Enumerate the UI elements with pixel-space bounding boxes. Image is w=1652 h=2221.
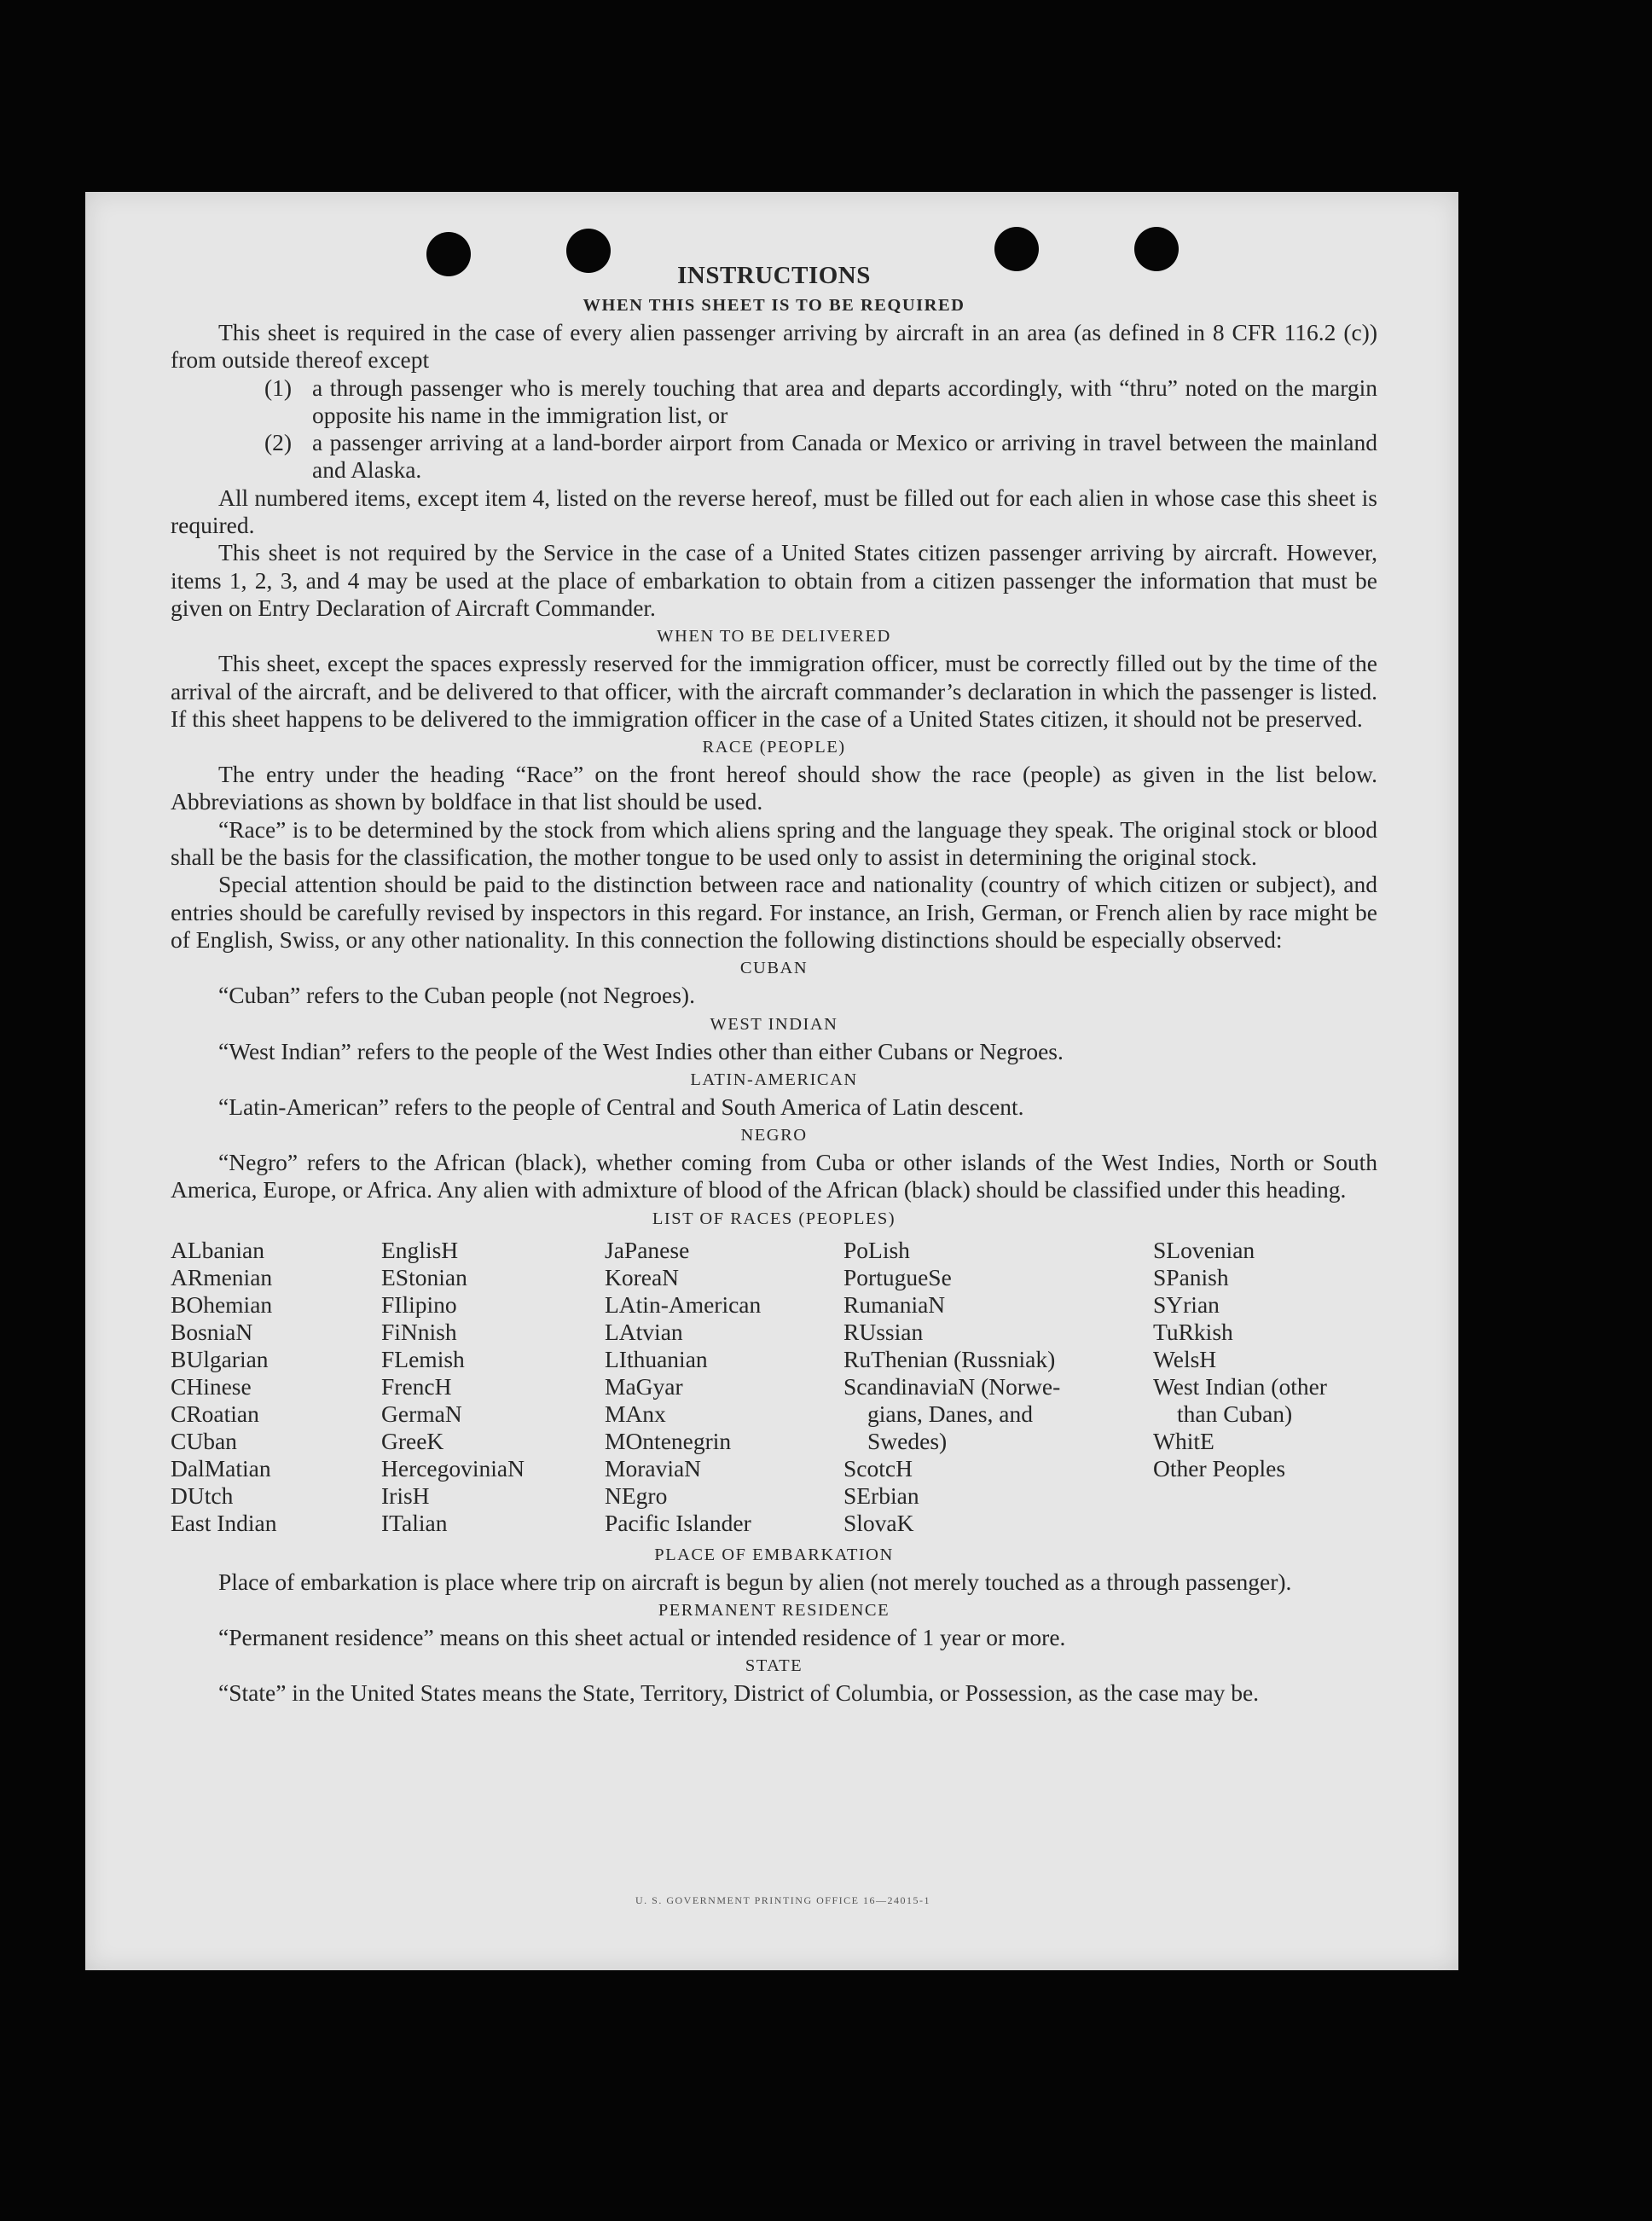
race-list (171, 1237, 1377, 1537)
race-entry: LAtin-American (605, 1290, 762, 1318)
section-heading: PLACE OF EMBARKATION (654, 1545, 894, 1564)
item-number: (1) (264, 374, 293, 401)
section-heading: LIST OF RACES (PEOPLES) (652, 1209, 896, 1228)
race-entry: PoLish (843, 1236, 910, 1263)
paragraph: “Cuban” refers to the Cuban people (not Negroes). (218, 982, 695, 1009)
section-heading: WHEN THIS SHEET IS TO BE REQUIRED (583, 296, 965, 315)
race-entry: FiNnish (381, 1318, 457, 1345)
race-entry: East Indian (171, 1509, 277, 1536)
section-heading: WEST INDIAN (710, 1014, 838, 1034)
race-entry: BOhemian (171, 1290, 273, 1318)
race-entry: FrencH (381, 1372, 452, 1400)
race-entry: TuRkish (1153, 1318, 1233, 1345)
page-title: INSTRUCTIONS (677, 262, 871, 289)
race-column (843, 1237, 1153, 1537)
paragraph: All numbered items, except item 4, listed on the reverse hereof, must be filled out for each alien in whose case this sheet is required. (171, 484, 1377, 539)
race-entry: MaGyar (605, 1372, 683, 1400)
race-entry: JaPanese (605, 1236, 690, 1263)
race-entry: MOntenegrin (605, 1427, 732, 1454)
list-item (264, 374, 1377, 430)
race-entry: ARmenian (171, 1263, 273, 1290)
instructions-text (171, 260, 1377, 1708)
item-text: a through passenger who is merely touching that area and departs accordingly, with “thru” noted on the margin opposite his name in the immigration list, or (312, 374, 1377, 428)
paragraph: This sheet is not required by the Service in the case of a United States citizen passenger arriving by aircraft. However, items 1, 2, 3, and 4 may be used at the place of embarkation to obtain from a citizen passenger the information that must be given on Entry Declaration of Aircraft Commander. (171, 539, 1377, 621)
race-entry: CRoatian (171, 1400, 259, 1427)
race-entry: RuThenian (Russniak) (843, 1345, 1056, 1372)
race-entry: SErbian (843, 1482, 919, 1509)
section-heading: STATE (745, 1656, 803, 1676)
paragraph: The entry under the heading “Race” on the front hereof should show the race (people) as given in the list below. Abbreviations as shown by boldface in that list should be used. (171, 761, 1377, 815)
section-heading: RACE (PEOPLE) (702, 738, 846, 757)
race-column (381, 1237, 605, 1537)
race-entry: BosniaN (171, 1318, 253, 1345)
race-entry: NEgro (605, 1482, 668, 1509)
paragraph: “Permanent residence” means on this sheet actual or intended residence of 1 year or more. (218, 1624, 1066, 1651)
race-entry: WelsH (1153, 1345, 1217, 1372)
race-entry: FLemish (381, 1345, 465, 1372)
paragraph: “West Indian” refers to the people of the West Indies other than either Cubans or Negroes. (218, 1037, 1064, 1064)
race-entry: West Indian (other (1153, 1372, 1327, 1400)
section-heading: PERMANENT RESIDENCE (658, 1601, 890, 1621)
race-entry: HercegoviniaN (381, 1454, 525, 1482)
race-entry: LIthuanian (605, 1345, 708, 1372)
list-item (264, 429, 1377, 484)
race-entry: Other Peoples (1153, 1454, 1286, 1482)
race-entry: RUssian (843, 1318, 924, 1345)
race-entry: Swedes) (867, 1427, 948, 1454)
section-heading: LATIN-AMERICAN (690, 1070, 858, 1089)
race-entry: EStonian (381, 1263, 467, 1290)
section-heading: WHEN TO BE DELIVERED (657, 627, 891, 647)
race-entry: FIlipino (381, 1290, 457, 1318)
paragraph: Special attention should be paid to the distinction between race and nationality (country of which citizen or subject), and entries should be carefully revised by inspectors in this regard. For instance, an Irish, German, or French alien by race might be of English, Swiss, or any other nationality. In this connection the following distinctions should be especially observed: (171, 871, 1377, 953)
race-column (171, 1237, 381, 1537)
race-entry: BUlgarian (171, 1345, 269, 1372)
race-entry: ScandinaviaN (Norwe- (843, 1372, 1061, 1400)
race-entry: SLovenian (1153, 1236, 1255, 1263)
race-entry: MoraviaN (605, 1454, 702, 1482)
section-heading: CUBAN (739, 959, 809, 978)
race-entry: CHinese (171, 1372, 252, 1400)
race-entry: CUban (171, 1427, 237, 1454)
race-entry: RumaniaN (843, 1290, 946, 1318)
race-entry: SYrian (1153, 1290, 1220, 1318)
race-entry: MAnx (605, 1400, 666, 1427)
item-text: a passenger arriving at a land-border airport from Canada or Mexico or arriving in travel between the mainland and Alaska. (312, 429, 1377, 484)
race-column (605, 1237, 843, 1537)
race-entry: GreeK (381, 1427, 444, 1454)
paragraph: This sheet, except the spaces expressly reserved for the immigration officer, must be correctly filled out by the time of the arrival of the aircraft, and be delivered to that officer, with the aircraft commander’s declaration in which the passenger is listed. If this sheet happens to be delivered to the immigration officer in the case of a United States citizen, it should not be preserved. (171, 650, 1377, 732)
section-heading: NEGRO (740, 1126, 808, 1145)
race-column (1153, 1237, 1377, 1537)
race-entry: gians, Danes, and (867, 1400, 1033, 1427)
race-entry: SlovaK (843, 1509, 914, 1536)
race-entry: EnglisH (381, 1236, 459, 1263)
race-entry: DUtch (171, 1482, 234, 1509)
race-entry: IrisH (381, 1482, 430, 1509)
paragraph: “Race” is to be determined by the stock from which aliens spring and the language they speak. The original stock or blood shall be the basis for the classification, the mother tongue to be used only to assist in determining the original stock. (171, 815, 1377, 871)
race-entry: WhitE (1153, 1427, 1214, 1454)
paragraph: This sheet is required in the case of every alien passenger arriving by aircraft in an area (as defined in 8 CFR 116.2 (c)) from outside thereof except (171, 319, 1377, 374)
race-entry: GermaN (381, 1400, 462, 1427)
race-entry: LAtvian (605, 1318, 683, 1345)
race-entry: ALbanian (171, 1236, 264, 1263)
race-entry: ITalian (381, 1509, 448, 1536)
race-entry: Pacific Islander (605, 1509, 751, 1536)
item-number: (2) (264, 429, 293, 456)
race-entry: KoreaN (605, 1263, 680, 1290)
race-entry: SPanish (1153, 1263, 1229, 1290)
race-entry: ScotcH (843, 1454, 913, 1482)
paragraph: Place of embarkation is place where trip on aircraft is begun by alien (not merely touched as a through passenger). (218, 1568, 1292, 1595)
race-entry: than Cuban) (1177, 1400, 1293, 1427)
paragraph: “Negro” refers to the African (black), whether coming from Cuba or other islands of the West Indies, North or South America, Europe, or Africa. Any alien with admixture of blood of the African (black) should be classified under this heading. (171, 1149, 1377, 1203)
paragraph: “State” in the United States means the State, Territory, District of Columbia, or Possession, as the case may be. (218, 1679, 1260, 1707)
race-entry: PortugueSe (843, 1263, 952, 1290)
printer-imprint: U. S. GOVERNMENT PRINTING OFFICE 16—24015-1 (635, 1894, 930, 1906)
race-entry: DalMatian (171, 1454, 271, 1482)
paragraph: “Latin-American” refers to the people of Central and South America of Latin descent. (218, 1093, 1024, 1120)
